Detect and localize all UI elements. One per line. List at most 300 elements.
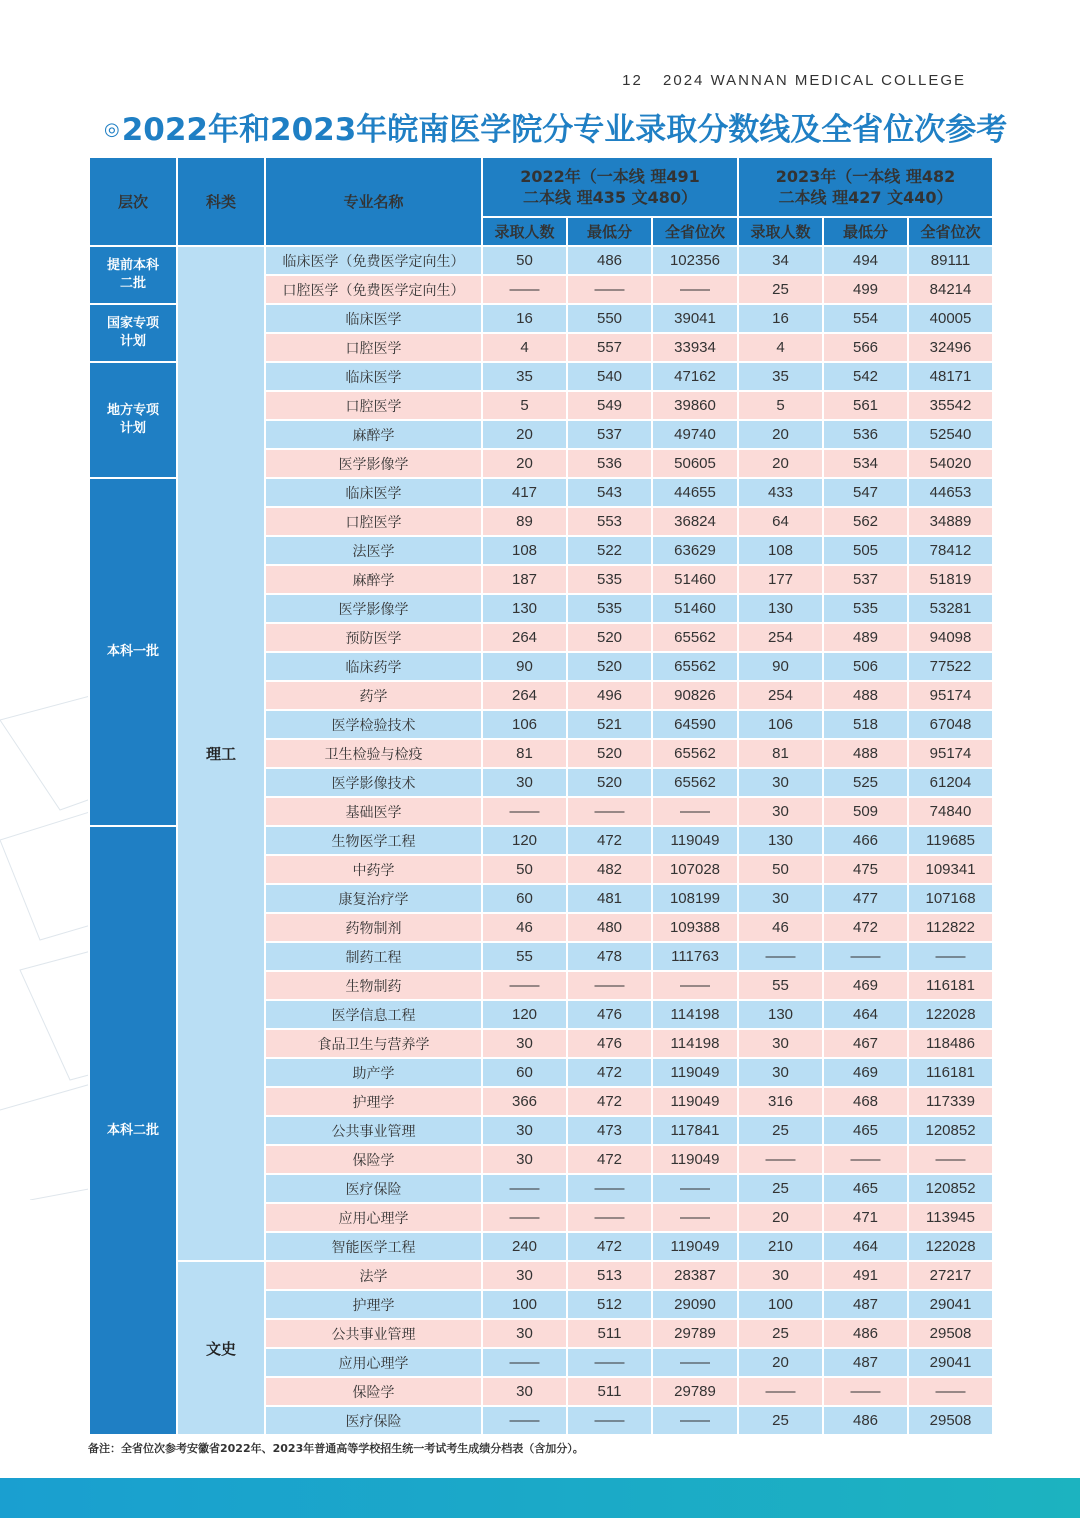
rank-2023: 122028 bbox=[908, 1000, 993, 1029]
major-name: 康复治疗学 bbox=[265, 884, 482, 913]
min-score-2023: 486 bbox=[823, 1319, 908, 1348]
admitted-2022: 30 bbox=[482, 1116, 567, 1145]
admitted-2022: 55 bbox=[482, 942, 567, 971]
min-score-2023: 525 bbox=[823, 768, 908, 797]
admitted-2023: 30 bbox=[738, 797, 823, 826]
admitted-2022: 90 bbox=[482, 652, 567, 681]
min-score-2023: 465 bbox=[823, 1116, 908, 1145]
major-name: 生物医学工程 bbox=[265, 826, 482, 855]
major-name: 法学 bbox=[265, 1261, 482, 1290]
rank-2023: 118486 bbox=[908, 1029, 993, 1058]
admitted-2022: —— bbox=[482, 971, 567, 1000]
admitted-2023: 20 bbox=[738, 1203, 823, 1232]
header-year-2023 bbox=[738, 157, 993, 217]
min-score-2022: 553 bbox=[567, 507, 652, 536]
admitted-2022: —— bbox=[482, 797, 567, 826]
min-score-2023: 537 bbox=[823, 565, 908, 594]
rank-2023: 67048 bbox=[908, 710, 993, 739]
header-2023-min-score: 最低分 bbox=[823, 217, 908, 246]
rank-2023: 35542 bbox=[908, 391, 993, 420]
major-name: 保险学 bbox=[265, 1377, 482, 1406]
major-name: 保险学 bbox=[265, 1145, 482, 1174]
min-score-2022: 550 bbox=[567, 304, 652, 333]
min-score-2022: —— bbox=[567, 1203, 652, 1232]
rank-2022: —— bbox=[652, 1406, 738, 1435]
admitted-2023: 254 bbox=[738, 681, 823, 710]
rank-2023: —— bbox=[908, 1377, 993, 1406]
min-score-2022: 511 bbox=[567, 1319, 652, 1348]
level-yipi bbox=[89, 478, 177, 826]
rank-2022: —— bbox=[652, 797, 738, 826]
min-score-2022: 513 bbox=[567, 1261, 652, 1290]
min-score-2023: 469 bbox=[823, 971, 908, 1000]
rank-2022: 29789 bbox=[652, 1319, 738, 1348]
min-score-2022: 511 bbox=[567, 1377, 652, 1406]
major-name: 口腔医学 bbox=[265, 507, 482, 536]
rank-2023: —— bbox=[908, 1145, 993, 1174]
major-name: 临床医学 bbox=[265, 478, 482, 507]
min-score-2023: 475 bbox=[823, 855, 908, 884]
admitted-2023: 30 bbox=[738, 884, 823, 913]
min-score-2023: 561 bbox=[823, 391, 908, 420]
admitted-2022: 5 bbox=[482, 391, 567, 420]
min-score-2023: 534 bbox=[823, 449, 908, 478]
min-score-2023: 535 bbox=[823, 594, 908, 623]
major-name: 公共事业管理 bbox=[265, 1319, 482, 1348]
admitted-2022: 30 bbox=[482, 768, 567, 797]
header-2023-rank: 全省位次 bbox=[908, 217, 993, 246]
rank-2023: 29041 bbox=[908, 1348, 993, 1377]
rank-2022: 114198 bbox=[652, 1000, 738, 1029]
admitted-2023: 130 bbox=[738, 826, 823, 855]
min-score-2023: 562 bbox=[823, 507, 908, 536]
major-name: 药学 bbox=[265, 681, 482, 710]
min-score-2023: —— bbox=[823, 942, 908, 971]
rank-2023: 119685 bbox=[908, 826, 993, 855]
min-score-2023: 486 bbox=[823, 1406, 908, 1435]
admitted-2023: 34 bbox=[738, 246, 823, 275]
rank-2022: 107028 bbox=[652, 855, 738, 884]
level-difang-label: 计划 bbox=[119, 421, 146, 436]
rank-2023: 32496 bbox=[908, 333, 993, 362]
admitted-2023: 108 bbox=[738, 536, 823, 565]
admitted-2023: 46 bbox=[738, 913, 823, 942]
rank-2023: 29508 bbox=[908, 1319, 993, 1348]
min-score-2022: 472 bbox=[567, 1087, 652, 1116]
rank-2022: 65562 bbox=[652, 768, 738, 797]
min-score-2022: 521 bbox=[567, 710, 652, 739]
admitted-2022: 120 bbox=[482, 1000, 567, 1029]
admitted-2023: 106 bbox=[738, 710, 823, 739]
footer-bar bbox=[0, 1478, 1080, 1518]
admitted-2023: 5 bbox=[738, 391, 823, 420]
rank-2022: 50605 bbox=[652, 449, 738, 478]
admitted-2023: 16 bbox=[738, 304, 823, 333]
level-difang bbox=[89, 362, 177, 478]
admitted-2023: 64 bbox=[738, 507, 823, 536]
level-guojia-label: 计划 bbox=[119, 334, 146, 349]
min-score-2022: 522 bbox=[567, 536, 652, 565]
major-name: 护理学 bbox=[265, 1290, 482, 1319]
major-name: 医学检验技术 bbox=[265, 710, 482, 739]
major-name: 智能医学工程 bbox=[265, 1232, 482, 1261]
min-score-2022: 486 bbox=[567, 246, 652, 275]
page-title-text: 2022年和2023年皖南医学院分专业录取分数线及全省位次参考 bbox=[121, 112, 1008, 148]
min-score-2023: 466 bbox=[823, 826, 908, 855]
min-score-2023: —— bbox=[823, 1377, 908, 1406]
header-major: 专业名称 bbox=[265, 157, 482, 246]
admitted-2022: 60 bbox=[482, 1058, 567, 1087]
rank-2022: 47162 bbox=[652, 362, 738, 391]
rank-2023: 52540 bbox=[908, 420, 993, 449]
min-score-2023: 489 bbox=[823, 623, 908, 652]
min-score-2022: 520 bbox=[567, 623, 652, 652]
admitted-2023: 433 bbox=[738, 478, 823, 507]
min-score-2023: 464 bbox=[823, 1000, 908, 1029]
admitted-2022: 108 bbox=[482, 536, 567, 565]
min-score-2023: 547 bbox=[823, 478, 908, 507]
min-score-2022: 476 bbox=[567, 1029, 652, 1058]
header-2023-line2: 二本线 理427 文440） bbox=[778, 188, 953, 207]
rank-2022: 28387 bbox=[652, 1261, 738, 1290]
level-tiqian-label: 提前本科 bbox=[106, 258, 159, 273]
rank-2023: 40005 bbox=[908, 304, 993, 333]
major-name: 应用心理学 bbox=[265, 1348, 482, 1377]
admitted-2023: 20 bbox=[738, 420, 823, 449]
major-name: 食品卫生与营养学 bbox=[265, 1029, 482, 1058]
admitted-2023: 30 bbox=[738, 1029, 823, 1058]
admitted-2023: 55 bbox=[738, 971, 823, 1000]
admitted-2022: —— bbox=[482, 1406, 567, 1435]
min-score-2023: 488 bbox=[823, 681, 908, 710]
rank-2023: 61204 bbox=[908, 768, 993, 797]
rank-2023: 51819 bbox=[908, 565, 993, 594]
major-name: 生物制药 bbox=[265, 971, 482, 1000]
admitted-2023: 20 bbox=[738, 449, 823, 478]
admitted-2022: 240 bbox=[482, 1232, 567, 1261]
admitted-2023: 25 bbox=[738, 1319, 823, 1348]
major-name: 预防医学 bbox=[265, 623, 482, 652]
level-yipi-label: 本科一批 bbox=[106, 644, 159, 659]
admitted-2022: 264 bbox=[482, 681, 567, 710]
major-name: 医学影像学 bbox=[265, 449, 482, 478]
admitted-2022: 30 bbox=[482, 1319, 567, 1348]
min-score-2022: 480 bbox=[567, 913, 652, 942]
admitted-2022: 100 bbox=[482, 1290, 567, 1319]
rank-2022: 51460 bbox=[652, 594, 738, 623]
rank-2022: 111763 bbox=[652, 942, 738, 971]
rank-2023: 77522 bbox=[908, 652, 993, 681]
min-score-2023: 505 bbox=[823, 536, 908, 565]
page-header bbox=[622, 72, 966, 89]
major-name: 医学影像技术 bbox=[265, 768, 482, 797]
rank-2022: 119049 bbox=[652, 826, 738, 855]
rank-2022: 102356 bbox=[652, 246, 738, 275]
major-name: 麻醉学 bbox=[265, 565, 482, 594]
admitted-2022: 60 bbox=[482, 884, 567, 913]
rank-2022: 109388 bbox=[652, 913, 738, 942]
rank-2022: 49740 bbox=[652, 420, 738, 449]
level-erpi bbox=[89, 826, 177, 1435]
min-score-2023: 542 bbox=[823, 362, 908, 391]
admitted-2023: 316 bbox=[738, 1087, 823, 1116]
admitted-2023: 50 bbox=[738, 855, 823, 884]
major-name: 口腔医学 bbox=[265, 333, 482, 362]
min-score-2023: 471 bbox=[823, 1203, 908, 1232]
admitted-2022: 30 bbox=[482, 1261, 567, 1290]
admitted-2022: 50 bbox=[482, 855, 567, 884]
level-tiqian-label: 二批 bbox=[119, 276, 146, 291]
rank-2023: 78412 bbox=[908, 536, 993, 565]
min-score-2022: 476 bbox=[567, 1000, 652, 1029]
rank-2023: 53281 bbox=[908, 594, 993, 623]
min-score-2022: 472 bbox=[567, 826, 652, 855]
rank-2022: 108199 bbox=[652, 884, 738, 913]
title-bullet-icon: ◎ bbox=[104, 119, 120, 140]
header-2023-admitted: 录取人数 bbox=[738, 217, 823, 246]
min-score-2022: —— bbox=[567, 1174, 652, 1203]
rank-2022: 63629 bbox=[652, 536, 738, 565]
level-tiqian bbox=[89, 246, 177, 304]
admitted-2022: 89 bbox=[482, 507, 567, 536]
major-name: 医疗保险 bbox=[265, 1406, 482, 1435]
major-name: 助产学 bbox=[265, 1058, 482, 1087]
rank-2023: 29508 bbox=[908, 1406, 993, 1435]
footnote: 备注：全省位次参考安徽省2022年、2023年普通高等学校招生统一考试考生成绩分档表（含加分）。 bbox=[88, 1442, 584, 1455]
min-score-2022: —— bbox=[567, 275, 652, 304]
min-score-2022: 481 bbox=[567, 884, 652, 913]
admitted-2022: —— bbox=[482, 1203, 567, 1232]
min-score-2022: —— bbox=[567, 1406, 652, 1435]
min-score-2023: 465 bbox=[823, 1174, 908, 1203]
major-name: 临床药学 bbox=[265, 652, 482, 681]
header-2022-line2: 二本线 理435 文480） bbox=[523, 188, 697, 207]
admitted-2023: 20 bbox=[738, 1348, 823, 1377]
min-score-2023: 499 bbox=[823, 275, 908, 304]
min-score-2023: 488 bbox=[823, 739, 908, 768]
admitted-2022: 50 bbox=[482, 246, 567, 275]
rank-2022: 39860 bbox=[652, 391, 738, 420]
admitted-2023: —— bbox=[738, 1145, 823, 1174]
rank-2022: 119049 bbox=[652, 1058, 738, 1087]
major-name: 医学影像学 bbox=[265, 594, 482, 623]
rank-2023: 94098 bbox=[908, 623, 993, 652]
admitted-2022: 106 bbox=[482, 710, 567, 739]
admitted-2023: 4 bbox=[738, 333, 823, 362]
min-score-2023: 467 bbox=[823, 1029, 908, 1058]
admitted-2022: 30 bbox=[482, 1029, 567, 1058]
admitted-2022: —— bbox=[482, 1174, 567, 1203]
min-score-2023: 536 bbox=[823, 420, 908, 449]
min-score-2022: 482 bbox=[567, 855, 652, 884]
admitted-2023: 30 bbox=[738, 1261, 823, 1290]
rank-2023: 113945 bbox=[908, 1203, 993, 1232]
min-score-2023: 506 bbox=[823, 652, 908, 681]
header-2022-rank: 全省位次 bbox=[652, 217, 738, 246]
admitted-2023: 30 bbox=[738, 768, 823, 797]
major-name: 公共事业管理 bbox=[265, 1116, 482, 1145]
min-score-2022: 537 bbox=[567, 420, 652, 449]
header-2023-line1: 2023年（一本线 理482 bbox=[775, 167, 956, 186]
major-name: 制药工程 bbox=[265, 942, 482, 971]
min-score-2023: 464 bbox=[823, 1232, 908, 1261]
min-score-2023: 494 bbox=[823, 246, 908, 275]
rank-2023: 117339 bbox=[908, 1087, 993, 1116]
rank-2022: 51460 bbox=[652, 565, 738, 594]
rank-2022: 29090 bbox=[652, 1290, 738, 1319]
min-score-2023: 554 bbox=[823, 304, 908, 333]
page-title bbox=[104, 104, 1008, 149]
min-score-2022: 535 bbox=[567, 565, 652, 594]
rank-2022: —— bbox=[652, 1348, 738, 1377]
min-score-2023: 491 bbox=[823, 1261, 908, 1290]
rank-2023: 120852 bbox=[908, 1174, 993, 1203]
min-score-2023: —— bbox=[823, 1145, 908, 1174]
admitted-2023: 35 bbox=[738, 362, 823, 391]
admitted-2023: 25 bbox=[738, 1406, 823, 1435]
min-score-2022: 536 bbox=[567, 449, 652, 478]
rank-2022: 114198 bbox=[652, 1029, 738, 1058]
min-score-2022: 473 bbox=[567, 1116, 652, 1145]
min-score-2023: 472 bbox=[823, 913, 908, 942]
admitted-2023: 177 bbox=[738, 565, 823, 594]
rank-2023: 122028 bbox=[908, 1232, 993, 1261]
admitted-2023: 25 bbox=[738, 1116, 823, 1145]
admitted-2023: 130 bbox=[738, 594, 823, 623]
rank-2023: 54020 bbox=[908, 449, 993, 478]
rank-2023: —— bbox=[908, 942, 993, 971]
rank-2022: —— bbox=[652, 275, 738, 304]
admitted-2022: 30 bbox=[482, 1377, 567, 1406]
rank-2022: 44655 bbox=[652, 478, 738, 507]
rank-2022: 90826 bbox=[652, 681, 738, 710]
admitted-2023: 90 bbox=[738, 652, 823, 681]
min-score-2022: 543 bbox=[567, 478, 652, 507]
rank-2023: 116181 bbox=[908, 1058, 993, 1087]
publication-name: 2024 WANNAN MEDICAL COLLEGE bbox=[663, 72, 966, 89]
admitted-2023: 81 bbox=[738, 739, 823, 768]
major-name: 药物制剂 bbox=[265, 913, 482, 942]
admission-score-table bbox=[88, 156, 994, 1436]
admitted-2023: 210 bbox=[738, 1232, 823, 1261]
rank-2022: —— bbox=[652, 971, 738, 1000]
admitted-2023: 30 bbox=[738, 1058, 823, 1087]
major-name: 应用心理学 bbox=[265, 1203, 482, 1232]
major-name: 口腔医学（免费医学定向生） bbox=[265, 275, 482, 304]
admitted-2022: —— bbox=[482, 1348, 567, 1377]
rank-2023: 95174 bbox=[908, 739, 993, 768]
min-score-2023: 468 bbox=[823, 1087, 908, 1116]
rank-2022: —— bbox=[652, 1174, 738, 1203]
rank-2023: 116181 bbox=[908, 971, 993, 1000]
rank-2023: 120852 bbox=[908, 1116, 993, 1145]
admitted-2022: 16 bbox=[482, 304, 567, 333]
table-row bbox=[89, 1261, 993, 1290]
admitted-2022: —— bbox=[482, 275, 567, 304]
rank-2022: 33934 bbox=[652, 333, 738, 362]
header-2022-min-score: 最低分 bbox=[567, 217, 652, 246]
rank-2023: 74840 bbox=[908, 797, 993, 826]
min-score-2022: 520 bbox=[567, 652, 652, 681]
page-number: 12 bbox=[622, 72, 643, 89]
subject-ligong: 理工 bbox=[177, 246, 265, 1261]
rank-2023: 107168 bbox=[908, 884, 993, 913]
min-score-2022: 472 bbox=[567, 1145, 652, 1174]
admitted-2022: 120 bbox=[482, 826, 567, 855]
major-name: 麻醉学 bbox=[265, 420, 482, 449]
admitted-2022: 130 bbox=[482, 594, 567, 623]
admitted-2022: 35 bbox=[482, 362, 567, 391]
major-name: 基础医学 bbox=[265, 797, 482, 826]
admitted-2022: 30 bbox=[482, 1145, 567, 1174]
header-2022-line1: 2022年（一本线 理491 bbox=[520, 167, 700, 186]
min-score-2023: 487 bbox=[823, 1290, 908, 1319]
level-guojia bbox=[89, 304, 177, 362]
rank-2023: 44653 bbox=[908, 478, 993, 507]
level-difang-label: 地方专项 bbox=[106, 403, 159, 418]
min-score-2022: —— bbox=[567, 797, 652, 826]
major-name: 医学信息工程 bbox=[265, 1000, 482, 1029]
admitted-2022: 20 bbox=[482, 449, 567, 478]
min-score-2022: 557 bbox=[567, 333, 652, 362]
min-score-2022: 520 bbox=[567, 739, 652, 768]
min-score-2022: 512 bbox=[567, 1290, 652, 1319]
major-name: 护理学 bbox=[265, 1087, 482, 1116]
min-score-2022: 472 bbox=[567, 1232, 652, 1261]
rank-2023: 95174 bbox=[908, 681, 993, 710]
rank-2022: 29789 bbox=[652, 1377, 738, 1406]
min-score-2022: 520 bbox=[567, 768, 652, 797]
min-score-2022: —— bbox=[567, 971, 652, 1000]
rank-2022: 119049 bbox=[652, 1087, 738, 1116]
admitted-2023: 254 bbox=[738, 623, 823, 652]
major-name: 医疗保险 bbox=[265, 1174, 482, 1203]
major-name: 临床医学 bbox=[265, 362, 482, 391]
min-score-2023: 518 bbox=[823, 710, 908, 739]
rank-2022: 65562 bbox=[652, 623, 738, 652]
rank-2022: 39041 bbox=[652, 304, 738, 333]
major-name: 法医学 bbox=[265, 536, 482, 565]
table-row bbox=[89, 246, 993, 275]
rank-2023: 48171 bbox=[908, 362, 993, 391]
level-guojia-label: 国家专项 bbox=[106, 316, 159, 331]
header-year-2022 bbox=[482, 157, 738, 217]
admitted-2023: —— bbox=[738, 942, 823, 971]
rank-2022: 119049 bbox=[652, 1232, 738, 1261]
header-level: 层次 bbox=[89, 157, 177, 246]
rank-2022: —— bbox=[652, 1203, 738, 1232]
rank-2023: 84214 bbox=[908, 275, 993, 304]
rank-2022: 64590 bbox=[652, 710, 738, 739]
admitted-2023: 100 bbox=[738, 1290, 823, 1319]
table-body bbox=[89, 246, 993, 1435]
rank-2023: 89111 bbox=[908, 246, 993, 275]
min-score-2023: 477 bbox=[823, 884, 908, 913]
major-name: 口腔医学 bbox=[265, 391, 482, 420]
admitted-2022: 187 bbox=[482, 565, 567, 594]
admitted-2023: —— bbox=[738, 1377, 823, 1406]
header-2022-admitted: 录取人数 bbox=[482, 217, 567, 246]
level-erpi-label: 本科二批 bbox=[106, 1122, 159, 1138]
rank-2022: 117841 bbox=[652, 1116, 738, 1145]
header-subject: 科类 bbox=[177, 157, 265, 246]
major-name: 临床医学（免费医学定向生） bbox=[265, 246, 482, 275]
min-score-2022: 535 bbox=[567, 594, 652, 623]
min-score-2022: 496 bbox=[567, 681, 652, 710]
admitted-2023: 25 bbox=[738, 275, 823, 304]
rank-2023: 29041 bbox=[908, 1290, 993, 1319]
rank-2023: 27217 bbox=[908, 1261, 993, 1290]
